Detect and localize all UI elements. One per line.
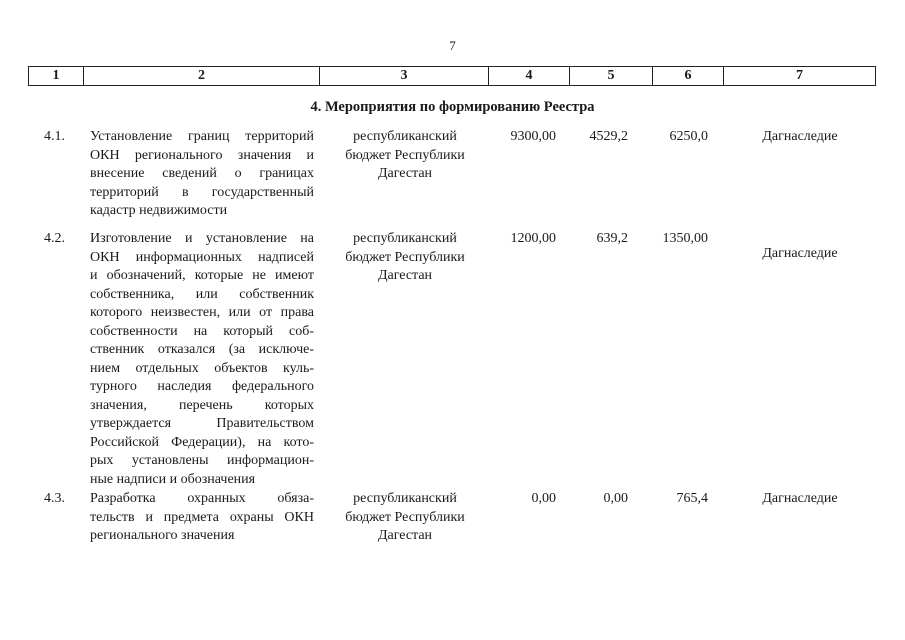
- amount-col5: 0,00: [603, 491, 628, 506]
- column-number-cell: 4: [489, 67, 570, 86]
- column-number-cell: 3: [320, 67, 489, 86]
- funding-source: [330, 490, 480, 546]
- description-line: значения, перечень которых: [90, 397, 314, 413]
- description-line: ные надписи и обозначения: [90, 471, 256, 487]
- executor: Дагнаследие: [762, 129, 838, 144]
- funding-source-line: бюджет Республики: [345, 147, 465, 163]
- row-number: 4.2.: [44, 231, 65, 246]
- description-line: ОКН информационных надписей: [90, 249, 314, 265]
- column-number-cell: 6: [653, 67, 724, 86]
- description-line: Установление границ территорий: [90, 129, 314, 144]
- funding-source-line: Дагестан: [377, 166, 433, 181]
- funding-source-line: Дагестан: [377, 268, 433, 283]
- amount-col4: 9300,00: [510, 129, 556, 144]
- description-line: тельств и предмета охраны ОКН: [90, 509, 314, 525]
- column-number-cell: 7: [724, 67, 876, 86]
- description-line: Российской Федерации), на кото-: [90, 434, 314, 450]
- funding-source: [330, 230, 480, 286]
- funding-source: [330, 128, 480, 184]
- description-line: турного наследия федерального: [90, 379, 314, 394]
- column-number-cell: 5: [570, 67, 653, 86]
- funding-source-line: республиканский: [353, 491, 457, 506]
- description-line: внесение сведений о границах: [90, 166, 314, 181]
- amount-col6: 1350,00: [662, 231, 708, 246]
- description-line: собственника, или собственник: [90, 286, 314, 302]
- description-line: утверждается Правительством: [90, 416, 314, 431]
- row-number: 4.3.: [44, 491, 65, 506]
- description-line: кадастр недвижимости: [90, 203, 228, 218]
- funding-source-line: бюджет Республики: [345, 249, 465, 265]
- amount-col5: 639,2: [596, 231, 628, 246]
- amount-col6: 6250,0: [669, 129, 708, 144]
- funding-source-line: бюджет Республики: [345, 509, 465, 525]
- funding-source-line: республиканский: [353, 129, 457, 144]
- column-number-cell: 1: [29, 67, 84, 86]
- description-line: Изготовление и установление на: [90, 231, 314, 246]
- column-number-cell: 2: [84, 67, 320, 86]
- amount-col5: 4529,2: [589, 129, 628, 144]
- row-description: [90, 128, 314, 221]
- description-line: рых установлены информацион-: [90, 453, 314, 468]
- description-line: ОКН регионального значения и: [90, 147, 314, 163]
- funding-source-line: Дагестан: [377, 528, 433, 543]
- description-line: нием отдельных объектов куль-: [90, 360, 314, 376]
- row-description: [90, 490, 314, 546]
- amount-col4: 1200,00: [510, 231, 556, 246]
- funding-source-line: республиканский: [353, 231, 457, 246]
- description-line: собственности на который соб-: [90, 323, 314, 339]
- executor: Дагнаследие: [762, 491, 838, 506]
- page-number: 7: [449, 38, 456, 53]
- amount-col6: 765,4: [676, 491, 708, 506]
- row-number: 4.1.: [44, 129, 65, 144]
- row-description: [90, 230, 314, 489]
- description-line: регионального значения: [90, 528, 235, 543]
- description-line: ственник отказался (за исключе-: [90, 342, 314, 357]
- executor: Дагнаследие: [762, 246, 838, 261]
- description-line: территорий в государственный: [90, 184, 314, 200]
- column-number-header: [28, 66, 876, 86]
- amount-col4: 0,00: [531, 491, 556, 506]
- section-title: 4. Мероприятия по формированию Реестра: [310, 99, 595, 115]
- description-line: Разработка охранных обяза-: [90, 491, 314, 506]
- description-line: и обозначений, которые не имеют: [90, 268, 314, 283]
- description-line: которого неизвестен, или от права: [90, 305, 314, 320]
